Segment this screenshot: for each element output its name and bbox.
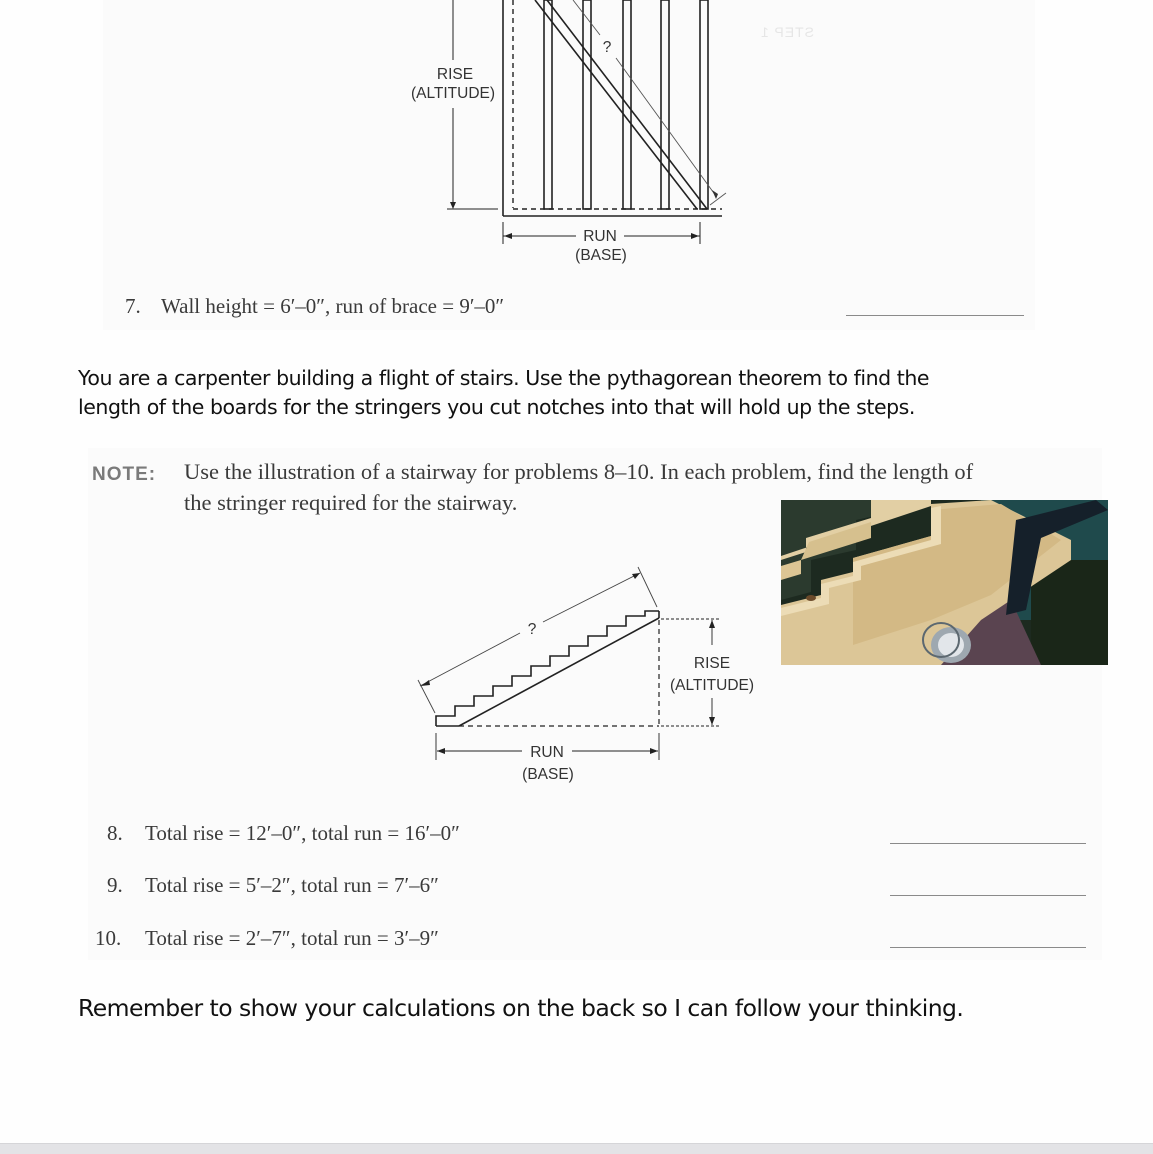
- stringer-bottom-edge: [459, 618, 659, 726]
- base-label: (BASE): [575, 247, 627, 264]
- unknown-length-label: ?: [602, 39, 612, 56]
- problem-number: 9.: [107, 873, 123, 897]
- problem-8: [107, 821, 460, 846]
- intro-line-1: You are a carpenter building a flight of stairs. Use the pythagorean theorem to find the: [78, 366, 930, 390]
- stair-base-label: (BASE): [522, 766, 574, 783]
- run-label: RUN: [583, 228, 617, 245]
- intro-line-2: length of the boards for the stringers you cut notches into that will hold up the steps.: [78, 395, 915, 419]
- problem-9: [107, 873, 439, 898]
- stair-altitude-label: (ALTITUDE): [669, 677, 755, 694]
- note-label: NOTE:: [92, 464, 157, 485]
- problem-text: Wall height = 6′–0″, run of brace = 9′–0″: [161, 294, 505, 318]
- note-line-2: the stringer required for the stairway.: [184, 490, 518, 515]
- problem-number: 8.: [107, 821, 123, 845]
- problem-text: Total rise = 12′–0″, total run = 16′–0″: [145, 821, 460, 845]
- problem-10: [95, 926, 439, 951]
- rise-label: RISE: [436, 66, 474, 83]
- answer-blank-9[interactable]: [890, 895, 1086, 896]
- answer-blank-8[interactable]: [890, 843, 1086, 844]
- stair-steps: [436, 611, 659, 726]
- stair-rise-label: RISE: [693, 655, 731, 672]
- problem-number: 10.: [95, 926, 122, 950]
- bleed-through-text: STEP 1: [760, 24, 814, 40]
- reminder-text: Remember to show your calculations on the back so I can follow your thinking.: [78, 994, 964, 1022]
- bottom-scroll-edge: [0, 1143, 1153, 1154]
- stair-unknown-label: ?: [527, 621, 537, 638]
- stair-run-label: RUN: [530, 744, 564, 761]
- problem-text: Total rise = 2′–7″, total run = 3′–9″: [145, 926, 439, 950]
- problem-number: 7.: [125, 294, 141, 318]
- problem-text: Total rise = 5′–2″, total run = 7′–6″: [145, 873, 439, 897]
- answer-blank-10[interactable]: [890, 947, 1086, 948]
- altitude-label: (ALTITUDE): [410, 85, 496, 102]
- note-line-1: Use the illustration of a stairway for problems 8–10. In each problem, find the length of: [184, 459, 974, 484]
